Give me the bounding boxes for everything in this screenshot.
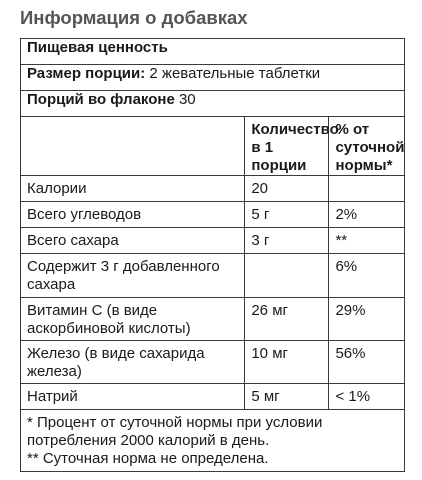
footnote-daily-value: * Процент от суточной нормы при условии xyxy=(27,413,323,431)
nutrient-amount: 5 г xyxy=(245,202,329,228)
serving-size-value: 2 жевательные таблетки xyxy=(149,65,321,83)
nutrient-amount: 5 мг xyxy=(245,383,329,409)
serving-size xyxy=(21,65,405,91)
nutrient-daily-value: 2% xyxy=(329,202,405,228)
serving-size-label: Размер порции: xyxy=(27,65,146,83)
column-header-empty xyxy=(21,117,245,176)
nutrient-daily-value: 56% xyxy=(329,340,405,383)
nutrient-name: Содержит 3 г добавленного сахара xyxy=(21,254,245,297)
servings-value: 30 xyxy=(178,91,196,109)
nutrient-name: Всего сахара xyxy=(21,228,245,254)
nutrient-daily-value: 29% xyxy=(329,297,405,340)
facts-title: Пищевая ценность xyxy=(21,39,405,65)
facts-title-row xyxy=(21,39,405,65)
footnote-daily-value-cont: потребления 2000 калорий в день. xyxy=(27,431,270,449)
column-header-row xyxy=(21,117,405,176)
serving-size-row xyxy=(21,65,405,91)
servings-per-container xyxy=(21,91,405,117)
nutrient-row-total-carbohydrate xyxy=(21,202,405,228)
nutrient-daily-value: ** xyxy=(329,228,405,254)
nutrient-row-total-sugars xyxy=(21,228,405,254)
nutrient-row-vitamin-c xyxy=(21,297,405,340)
nutrient-amount: 10 мг xyxy=(245,340,329,383)
column-header-amount: Количество в 1 порции xyxy=(245,117,329,176)
nutrient-amount: 26 мг xyxy=(245,297,329,340)
footnote-row xyxy=(21,409,405,471)
servings-per-container-row xyxy=(21,91,405,117)
nutrient-daily-value xyxy=(329,176,405,202)
nutrient-name: Всего углеводов xyxy=(21,202,245,228)
page-heading: Информация о добавках xyxy=(20,7,248,28)
footnote-not-established: ** Суточная норма не определена. xyxy=(27,449,269,467)
nutrient-amount: 3 г xyxy=(245,228,329,254)
supplement-facts-table xyxy=(20,38,405,472)
nutrient-row-added-sugars xyxy=(21,254,405,297)
nutrient-daily-value: < 1% xyxy=(329,383,405,409)
nutrient-name: Железо (в виде сахарида железа) xyxy=(21,340,245,383)
nutrient-name: Витамин C (в виде аскорбиновой кислоты) xyxy=(21,297,245,340)
nutrient-daily-value: 6% xyxy=(329,254,405,297)
nutrient-row-sodium xyxy=(21,383,405,409)
nutrient-amount: 20 xyxy=(245,176,329,202)
nutrient-amount xyxy=(245,254,329,297)
nutrient-row-iron xyxy=(21,340,405,383)
nutrient-name: Натрий xyxy=(21,383,245,409)
nutrient-name: Калории xyxy=(21,176,245,202)
nutrient-row-calories xyxy=(21,176,405,202)
column-header-daily-value: % от суточной нормы* xyxy=(329,117,405,176)
footnotes xyxy=(21,409,405,471)
servings-label: Порций во флаконе xyxy=(27,91,175,109)
